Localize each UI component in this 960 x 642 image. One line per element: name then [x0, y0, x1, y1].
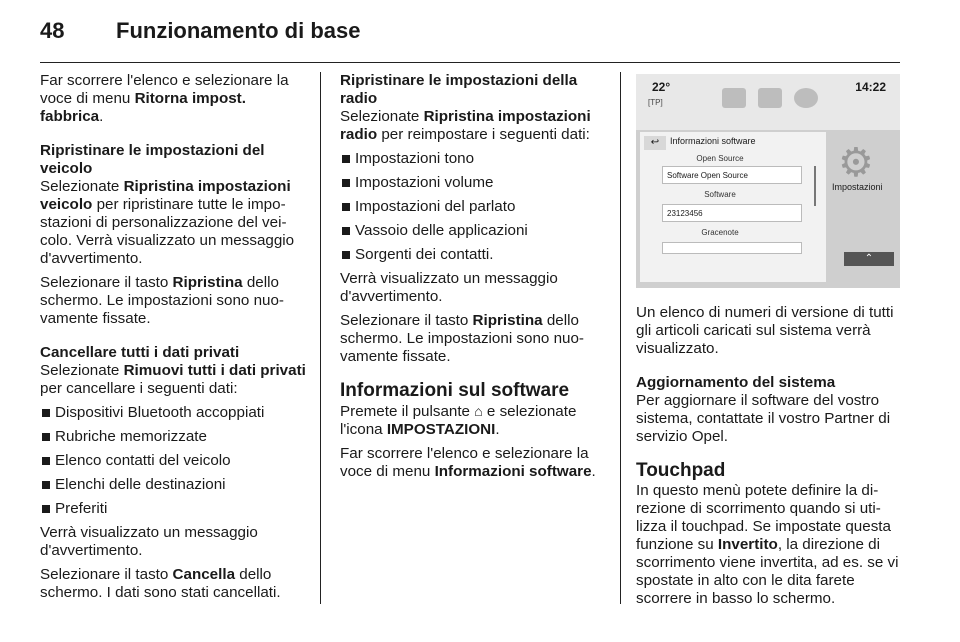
paragraph: Far scorrere l'elenco e selezionare la voce di menu Ritorna impost. fabbrica.: [40, 72, 289, 125]
list-item[interactable]: [662, 242, 802, 254]
section-label: Software: [704, 190, 736, 199]
music-icon: [722, 88, 746, 108]
page-title: Funzionamento di base: [116, 18, 361, 43]
phone-icon: [758, 88, 782, 108]
paragraph: Selezionate Rimuovi tutti i dati privati per cancellare i seguenti dati:: [40, 362, 306, 397]
list-item: Preferiti: [40, 500, 308, 518]
paragraph: Selezionate Ripristina impostazioni radio per reimpostare i seguenti dati:: [340, 108, 591, 143]
list-item: Elenchi delle destinazioni: [40, 476, 308, 494]
chevron-up-icon[interactable]: ⌃: [844, 252, 894, 266]
paragraph: Far scorrere l'elenco e selezionare la voce di menu Informazioni software.: [340, 445, 596, 480]
paragraph: Selezionare il tasto Ripristina dello schermo. Le impostazioni sono nuovamente fissate.: [340, 312, 584, 365]
panel-title: Informazioni software: [670, 136, 756, 146]
paragraph: Premete il pulsante ⌂ e selezionate l'icona IMPOSTAZIONI.: [340, 403, 577, 438]
heading-software: Informazioni sul software: [340, 380, 570, 401]
list-item[interactable]: 23123456: [662, 204, 802, 222]
list-item: Vassoio delle applicazioni: [340, 222, 606, 240]
back-arrow-icon[interactable]: ↩: [644, 136, 666, 150]
column-divider: [320, 72, 321, 604]
list-item: Impostazioni volume: [340, 174, 606, 192]
list-item[interactable]: Software Open Source: [662, 166, 802, 184]
gear-icon: ⚙: [838, 141, 874, 185]
list-item: Impostazioni del parlato: [340, 198, 606, 216]
list-item: Rubriche memorizzate: [40, 428, 308, 446]
column-2: [340, 72, 606, 487]
list-item: Elenco contatti del veicolo: [40, 452, 308, 470]
subheading-privati: Cancellare tutti i dati privati: [40, 344, 240, 361]
tp-indicator: [TP]: [648, 98, 663, 107]
bullet-list: [40, 404, 308, 518]
info-icon: [794, 88, 818, 108]
page-header: [40, 18, 360, 48]
paragraph: Selezionare il tasto Cancella dello schermo. I dati sono stati cancellati.: [40, 566, 281, 601]
page-number: 48: [40, 18, 65, 43]
paragraph: In questo menù potete definire la direzione di scorrimento quando si utilizza il touchpad. Se impostate questa funzione su Invertito, la direzione di scorrimento viene invertita, ad es. se vi spostate in alto con le dita farete scorrere in basso lo schermo.: [636, 482, 899, 607]
subheading-veicolo: Ripristinare le impostazioni del veicolo: [40, 142, 265, 177]
temperature: 22°: [652, 80, 671, 94]
list-item: Dispositivi Bluetooth accoppiati: [40, 404, 308, 422]
scroll-thumb[interactable]: [814, 166, 816, 206]
section-label: Open Source: [696, 154, 744, 163]
paragraph: Verrà visualizzato un messaggio d'avvertimento.: [40, 524, 258, 559]
paragraph: Selezionare il tasto Ripristina dello schermo. Le impostazioni sono nuovamente fissate.: [40, 274, 284, 327]
infotainment-screenshot: [636, 74, 900, 288]
software-info-panel: [640, 132, 826, 282]
clock: 14:22: [855, 80, 886, 94]
bullet-list: [340, 150, 606, 264]
list-item: Impostazioni tono: [340, 150, 606, 168]
column-3: [636, 304, 904, 614]
paragraph: Selezionate Ripristina impostazioni veicolo per ripristinare tutte le impostazioni di personalizzazione del veicolo. Verrà visualizzato un messaggio d'avvertimento.: [40, 178, 295, 267]
paragraph: Per aggiornare il software del vostro sistema, contattate il vostro Partner di servizio Opel.: [636, 392, 891, 445]
heading-touchpad: Touchpad: [636, 460, 726, 481]
subheading-aggiornamento: Aggiornamento del sistema: [636, 374, 836, 391]
home-icon: ⌂: [474, 403, 483, 419]
header-rule: [40, 62, 900, 63]
column-1: [40, 72, 308, 608]
paragraph: Un elenco di numeri di versione di tutti gli articoli caricati sul sistema verrà visualizzato.: [636, 304, 894, 357]
paragraph: Verrà visualizzato un messaggio d'avvertimento.: [340, 270, 558, 305]
settings-label: Impostazioni: [832, 182, 883, 192]
scrollbar[interactable]: [812, 152, 818, 272]
list-item: Sorgenti dei contatti.: [340, 246, 606, 264]
section-label: Gracenote: [701, 228, 739, 237]
column-divider: [620, 72, 621, 604]
status-bar: [636, 74, 900, 130]
subheading-radio: Ripristinare le impostazioni della radio: [340, 72, 578, 107]
